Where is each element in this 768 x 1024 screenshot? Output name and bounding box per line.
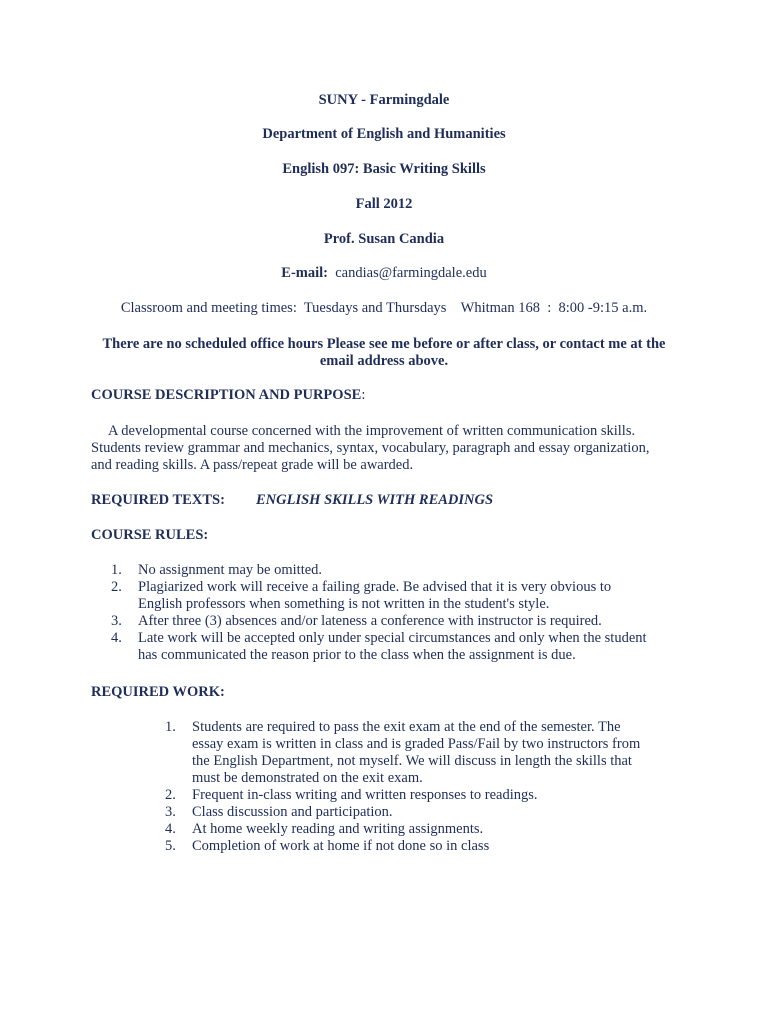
list-item	[165, 838, 765, 855]
list-item-text: essay exam is written in class and is graded Pass/Fail by two instructors from	[192, 736, 641, 752]
list-item-number: 2.	[111, 579, 122, 595]
email-address: candias@farmingdale.edu	[335, 265, 487, 281]
list-item-number: 1.	[111, 562, 122, 578]
list-item	[165, 804, 765, 821]
description-line: and reading skills. A pass/repeat grade will be awarded.	[91, 457, 414, 473]
list-item-number: 4.	[111, 630, 122, 646]
course-rules-list	[111, 562, 711, 664]
list-item	[111, 630, 711, 664]
term-title: Fall 2012	[355, 196, 413, 212]
course-rules-heading: COURSE RULES:	[91, 527, 209, 543]
meeting-times: Classroom and meeting times: Tuesdays and Thursdays Whitman 168 : 8:00 -9:15 a.m.	[120, 300, 648, 316]
email-label: E-mail:	[281, 265, 328, 281]
list-item-text: must be demonstrated on the exit exam.	[192, 770, 423, 786]
list-item-text: Students are required to pass the exit exam at the end of the semester. The	[192, 719, 621, 735]
list-item-text: At home weekly reading and writing assignments.	[192, 821, 484, 837]
professor-name: Prof. Susan Candia	[323, 231, 445, 247]
description-line: Students review grammar and mechanics, syntax, vocabulary, paragraph and essay organization,	[91, 440, 650, 456]
description-line: A developmental course concerned with the improvement of written communication skills.	[108, 423, 636, 439]
required-work-heading: REQUIRED WORK:	[91, 684, 225, 700]
office-hours-notice-line2: email address above.	[319, 353, 449, 369]
description-heading-line	[91, 387, 691, 404]
institution-title: SUNY - Farmingdale	[318, 92, 450, 108]
required-work-list	[165, 719, 765, 855]
list-item-number: 3.	[165, 804, 176, 820]
list-item	[165, 787, 765, 804]
list-item-text: Class discussion and participation.	[192, 804, 393, 820]
list-item	[111, 579, 711, 613]
list-item-number: 3.	[111, 613, 122, 629]
list-item-text: has communicated the reason prior to the class when the assignment is due.	[138, 647, 576, 663]
course-title: English 097: Basic Writing Skills	[282, 161, 486, 177]
list-item-text: Frequent in-class writing and written responses to readings.	[192, 787, 538, 803]
department-title: Department of English and Humanities	[262, 126, 506, 142]
list-item	[111, 562, 711, 579]
list-item-text: After three (3) absences and/or lateness a conference with instructor is required.	[138, 613, 602, 629]
required-text-title: ENGLISH SKILLS WITH READINGS	[256, 492, 494, 508]
list-item-number: 5.	[165, 838, 176, 854]
description-heading-colon: :	[361, 387, 366, 403]
office-hours-notice-line1: There are no scheduled office hours Please see me before or after class, or contact me at the	[102, 336, 666, 352]
list-item-text: No assignment may be omitted.	[138, 562, 323, 578]
list-item-text: Plagiarized work will receive a failing grade. Be advised that it is very obvious to	[138, 579, 612, 595]
required-texts-label: REQUIRED TEXTS:	[91, 492, 225, 508]
email-line	[0, 265, 768, 282]
list-item-text: the English Department, not myself. We will discuss in length the skills that	[192, 753, 632, 769]
list-item	[111, 613, 711, 630]
list-item-number: 2.	[165, 787, 176, 803]
list-item-number: 1.	[165, 719, 176, 735]
list-item-text: Late work will be accepted only under special circumstances and only when the student	[138, 630, 647, 646]
required-texts-line	[91, 492, 691, 509]
list-item-text: Completion of work at home if not done so in class	[192, 838, 490, 854]
description-heading: COURSE DESCRIPTION AND PURPOSE	[91, 387, 362, 403]
list-item	[165, 821, 765, 838]
list-item-text: English professors when something is not written in the student's style.	[138, 596, 550, 612]
list-item	[165, 719, 765, 787]
list-item-number: 4.	[165, 821, 176, 837]
description-paragraph	[91, 423, 691, 474]
